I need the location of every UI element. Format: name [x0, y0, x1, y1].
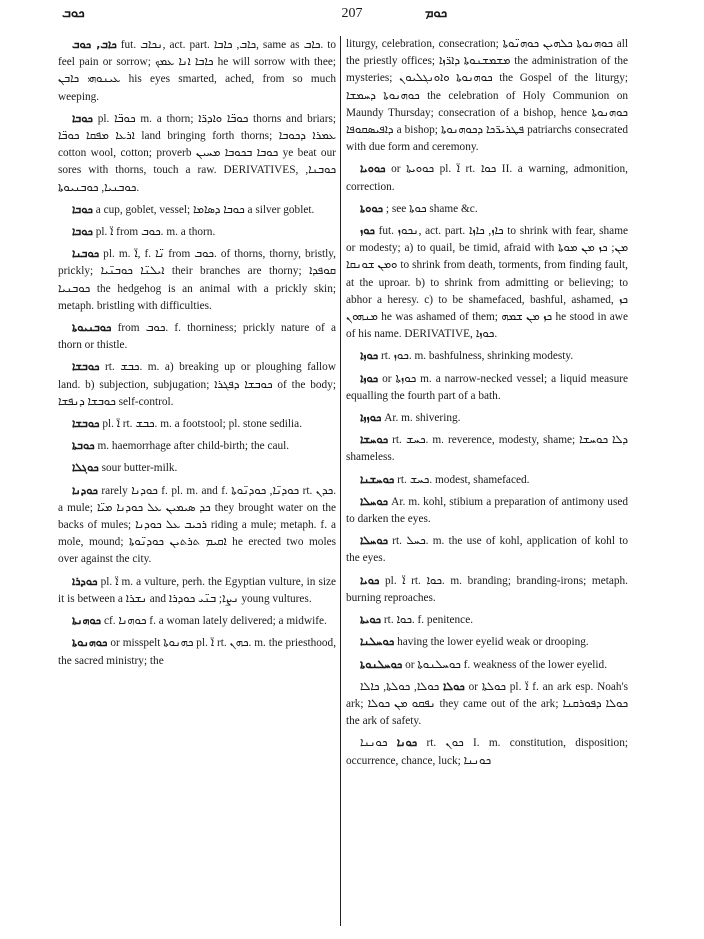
- entry-headword: ܟܘܝܐ: [360, 573, 380, 587]
- dictionary-entry: [58, 201, 336, 219]
- entry-definition: rt. ܟܚܫ. m. reverence, modesty, shame; ܕܠܐ ܟܘܚܫܐ shameless.: [346, 434, 628, 464]
- entry-headword: ܟܘܠܐ: [443, 679, 465, 693]
- entry-headword: ܟܘܙܐ: [360, 349, 379, 363]
- entry-headword: ܟܘܚܫܢܐ: [360, 472, 395, 486]
- dictionary-entry: [346, 409, 628, 427]
- entry-definition: a cup, goblet, vessel; ܟܘܒܐ ܕܣܐܡܐ a silver goblet.: [95, 203, 315, 216]
- dictionary-entry: [346, 572, 628, 607]
- dictionary-entry: [346, 656, 628, 674]
- entry-headword: ܟܘܒܢܐ: [72, 247, 100, 261]
- entry-headword: ܟܘܒܫܐ: [72, 417, 100, 431]
- entry-headword: ܟܘܚܠܐ: [360, 534, 389, 548]
- entry-definition: pl. ܐ̈ m. a vulture, perh. the Egyptian vulture, in size it is between a ܢܫܪܐ and ܢܨܐ; ܒܢ̈ܝ ܟܘܕܪܐ young vultures.: [58, 575, 337, 605]
- entry-headword: ܟܘܗܢܬܐ: [72, 614, 102, 628]
- entry-headword: ܟܘܒܬܐ: [72, 439, 95, 453]
- entry-definition: rt. ܟܚܠ. m. the use of kohl, application of kohl to the eyes.: [346, 535, 628, 565]
- entry-headword: ܟܘܝܬܐ: [360, 613, 382, 627]
- entry-headword: ܟܘܒܐ: [72, 225, 93, 239]
- dictionary-entry: [58, 437, 336, 455]
- entry-headword: ܟܘܢܐ: [396, 736, 418, 750]
- dictionary-entry: [58, 319, 336, 354]
- dictionary-entry: [346, 734, 628, 769]
- entry-definition: cf. ܟܘܗܢܐ f. a woman lately delivered; a midwife.: [103, 615, 327, 628]
- dictionary-entry: [346, 633, 628, 651]
- entry-headword: ܟܘܚܫܐ: [360, 433, 389, 447]
- entry-definition: ; see ܟܘܬܐ shame &c.: [385, 202, 478, 215]
- entry-definition: or ܟܘܙܬܐ m. a narrow-necked vessel; a liquid measure equalling the fourth part of a bath.: [346, 372, 628, 402]
- dictionary-entry: [346, 200, 628, 218]
- dictionary-entry: [58, 358, 336, 411]
- entry-definition: rt. ܟܘܙ. m. bashfulness, shrinking modesty.: [381, 350, 574, 363]
- page-header: [0, 6, 704, 28]
- dictionary-entry: [58, 612, 336, 630]
- entry-headword: ܟܘܚܠܢܘܬܐ: [360, 657, 403, 671]
- entry-headword: ܟܘܚܠܢܐ: [360, 635, 395, 649]
- entry-headword: ܟܘܓܠܐ: [72, 461, 99, 475]
- entry-headword: ܟܘܙ: [360, 224, 375, 238]
- page-number: 207: [341, 6, 363, 21]
- dictionary-entry: [58, 459, 336, 477]
- entry-headword: ܟܘܕܢܐ: [72, 483, 98, 497]
- entry-definition: or ܟܘܚܠܢܘܬܐ f. weakness of the lower eyelid.: [405, 658, 608, 671]
- entry-definition: pl. ܐ̈ rt. ܟܘܐ. m. branding; branding-irons; metaph. burning reproaches.: [346, 574, 628, 604]
- entry-headword: ܟܘܘܝܐ: [360, 162, 386, 176]
- entry-definition: fut. ܢܟܐܒ, act. part. ܟܐܒ, ܟܐܒܐ, same as ܟܐܒ. to feel pain or sorrow; ܟܐܒܐ ܐܢܐ ܥܡܟ he will sorrow with thee; ܥܝܢܘܗܝ ܟܐܒܢ his eyes smarted, ached, from so much weeping.: [58, 39, 337, 103]
- entry-definition: m. haemorrhage after child-birth; the caul.: [97, 440, 290, 453]
- entry-definition: ܟܘܢܢܐ rt. ܟܘܢ I. m. constitution, disposition; occurrence, chance, luck; ܟܘܢܢܐ: [346, 737, 628, 767]
- entry-headword: ܟܘܒܐ: [72, 111, 93, 125]
- entry-headword: ܟܘܚܠܐ: [360, 494, 389, 508]
- column-divider: [340, 36, 341, 926]
- dictionary-entry: [346, 160, 628, 195]
- dictionary-entry: [346, 36, 628, 156]
- entry-definition: pl. m. ܐ̈, f. ܢ̈ܐ from ܟܘܒ. of thorns, thorny, bristly, prickly; ܐܝܠܢ̈ܐ ܟܘܒܢ̈ܝܐ their branches are thorny; ܩܘܦܕܐ ܟܘܒܢܝܐ the hedgehog is an animal with a prickly skin; metaph. bristling with difficulties.: [58, 248, 336, 312]
- dictionary-entry: [58, 415, 336, 433]
- right-running-head: ܟܘܡ: [425, 6, 448, 21]
- entry-definition: or misspelt ܟܗܢܘܬܐ pl. ܐ̈ rt. ܟܗܢ. m. the priesthood, the sacred ministry; the: [58, 637, 337, 667]
- entry-definition: rt. ܟܘܐ. f. penitence.: [383, 614, 474, 627]
- entry-headword: ܟܘܕܪܐ: [72, 574, 98, 588]
- right-column: [346, 36, 628, 774]
- entry-definition: sour butter-milk.: [101, 462, 178, 475]
- entry-definition: pl. ܐ̈ from ܟܘܒ. m. a thorn.: [95, 226, 216, 239]
- entry-headword: ܟܐܒ, ܟܘܒ: [72, 38, 117, 51]
- entry-headword: ܟܘܒܐ: [72, 202, 93, 216]
- entry-definition: fut. ܢܟܘܙ, act. part. ܟܐܙ, ܟܐܙܐ to shrink with fear, shame or modesty; a) to quail, be timid, afraid with ܡܢ; ܟܙ ܡܢ ܡܘܬܐ ܘܡܢ ܫܘܢܩܐ to shrink from death, torments, from finding fault, at the uproar. b) to shrink from admitting or believing; to abhor a heresy. c) to be shamefaced, bashful, ashamed, ܟܙ ܡܢܗܘܢ he was ashamed of them; ܟܙ ܡܢ ܫܡܗ he stood in awe of his name. DERIVATIVE, ܟܘܙܐ.: [346, 225, 628, 341]
- dictionary-entry: [58, 482, 336, 569]
- entry-definition: rt. ܟܒܫ. m. a) breaking up or ploughing fallow land. b) subjection, subjugation; ܟܘܒܫܐ ܕܦܓܪܐ of the body; ܟܘܒܫܐ ܕܢܦܫܐ self-control.: [58, 361, 336, 408]
- entry-headword: ܟܘܒܢܝܘܬܐ: [72, 321, 112, 335]
- entry-headword: ܟܘܙܐ: [360, 371, 379, 385]
- dictionary-entry: [346, 611, 628, 629]
- entry-definition: from ܟܘܒ. f. thorniness; prickly nature of a thorn or thistle.: [58, 322, 336, 352]
- entry-definition: pl. ܟܘܒ̈ܐ m. a thorn; ܟܘܒ̈ܐ ܘܐܕܪ̈ܐ thorns and briars; ܐܪܥܐ ܡܦܩܐ ܟܘܒ̈ܐ land bringing forth thorns; ܥܡܪܐ ܕܟܘܒܐ cotton wool, cotton; proverb ܟܘܒܐ ܒܟܘܒܐ ܡܚܝܢ ye beat our sores with thorns, touch a raw. DERIVATIVES, ܟܘܒܢܐ, ܟܘܒܢܝܐ, ܟܘܒܢܝܘܬܐ.: [58, 112, 336, 194]
- entry-definition: rt. ܟܚܫ. modest, shamefaced.: [397, 473, 530, 486]
- dictionary-entry: [346, 532, 628, 567]
- entry-definition: Ar. m. kohl, stibium a preparation of antimony used to darken the eyes.: [346, 495, 628, 526]
- entry-definition: ܟܘܠܐ, ܟܘܠܬܐ, ܟܐܠܐ or ܟܘܠܬܐ pl. ܐ̈ f. an ark esp. Noah's ark; ܢܦܩܘ ܡܢ ܟܘܠܐ they came out of the ark; ܟܘܠܐ ܕܦܘܪܩܢܐ the ark of safety.: [346, 680, 629, 728]
- dictionary-entry: [58, 634, 336, 669]
- left-column: [58, 36, 336, 674]
- entry-definition: pl. ܐ̈ rt. ܟܒܫ. m. a footstool; pl. stone sedilia.: [102, 418, 303, 431]
- entry-headword: ܟܘܒܫܐ: [72, 360, 100, 374]
- dictionary-entry: [346, 222, 628, 343]
- dictionary-entry: [58, 573, 336, 608]
- dictionary-entry: [346, 431, 628, 466]
- entry-headword: ܟܘܗܢܘܬܐ: [72, 636, 108, 650]
- dictionary-entry: [58, 36, 336, 106]
- entry-definition: rarely ܟܘܕܢܐ f. pl. m. and f. ܟܘܕܢ̈ܐ, ܟܘܕܢ̈ܘܬܐ rt. ܟܕܢ. a mule; ܟܕ ܣܝܡܝܢ ܥܠ ܟܘܕܢܐ ܡܝ̈ܐ they brought water on the backs of mules; ܪܟܝܒ ܥܠ ܟܘܕܢܐ riding a mule; metaph. f. a mole, mound; ܐܩܝܡ ܬܪܬܝܢ ܟܘܕܢ̈ܘܬܐ he erected two moles over against the city.: [58, 484, 337, 566]
- entry-definition: or ܟܘܘܝܬܐ pl. ܐ̈ rt. ܟܘܐ II. a warning, admonition, correction.: [346, 163, 628, 193]
- dictionary-entry: [346, 493, 628, 528]
- dictionary-entry: [346, 370, 628, 405]
- entry-headword: ܟܘܘܬܐ: [360, 201, 384, 215]
- dictionary-entry: [346, 347, 628, 365]
- entry-headword: ܟܘܙܙܐ: [360, 411, 382, 425]
- dictionary-entry: [58, 223, 336, 241]
- dictionary-entry: [346, 471, 628, 489]
- dictionary-entry: [346, 678, 628, 731]
- entry-definition: Ar. m. shivering.: [384, 412, 461, 425]
- dictionary-entry: [58, 110, 336, 197]
- left-running-head: ܟܘܒ: [62, 6, 85, 21]
- dictionary-entry: [58, 245, 336, 315]
- entry-definition: liturgy, celebration, consecration; ܟܘܗܢܘܬܐ ܟܠܗܝܢ ܟܘܗܢ̈ܘܬܐ all the priestly offices; ܡܫܡܫܢܘܬܐ ܕܐܪ̈ܙܐ the administration of the mysteries; ܟܘܗܢܘܬܐ ܘܐܘܢܓܠܝܘܢ the Gospel of the liturgy; ܟܘܗܢܘܬܐ ܕܚܡܫܐ the celebration of Holy Communion on Maundy Thursday; consecration of a bishop, hence ܟܘܗܢܘܬܐ ܕܐܦܝܣܩܘܦܐ a bishop; ܦܛܪܝܪ̈ܟܐ ܕܟܘܗܢܘܬܐ patriarchs consecrated with due form and ceremony.: [346, 38, 628, 154]
- entry-definition: having the lower eyelid weak or drooping.: [397, 636, 589, 649]
